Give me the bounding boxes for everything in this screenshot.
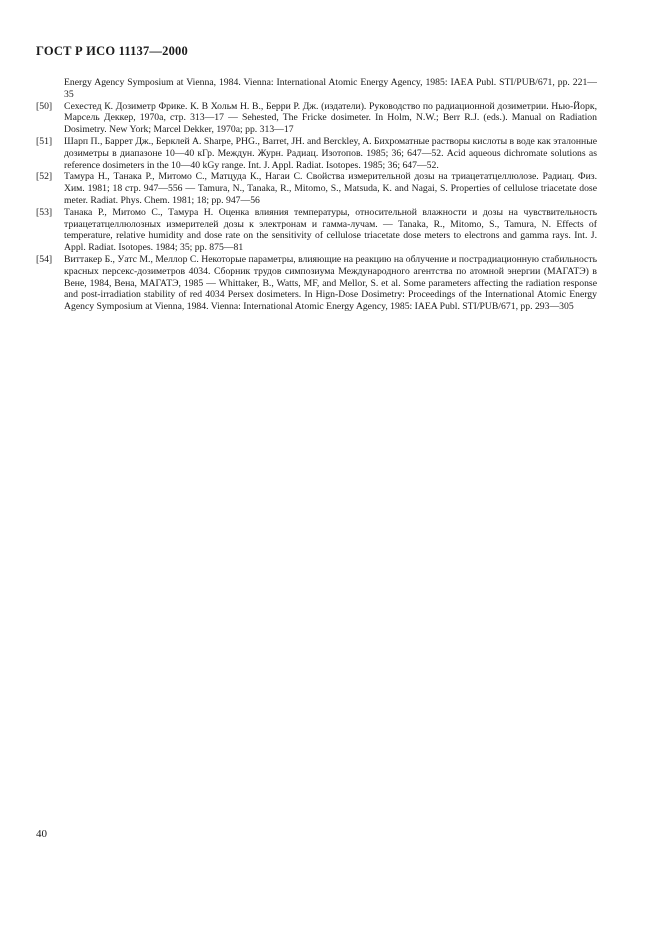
reference-number: [51] — [36, 135, 53, 147]
reference-text: Танака Р., Митомо С., Тамура Н. Оценка влияния температуры, относительной влажности и дозы на чувствительность триацетатцеллюлозных измерителей дозы к электронам и гамма-лучам. — Tanaka, R., Mitomo, S., Tamura, N. Effects of temperature, relative humidity and dose rate on the sensitivity of cellulose triacetate dose meters to electrons and gamma rays. Int. J. Appl. Radiat. Isotopes. 1984; 35; pp. 875—81 — [64, 206, 597, 254]
document-title: ГОСТ Р ИСО 11137—2000 — [36, 44, 188, 58]
reference-item-continued — [64, 77, 597, 101]
reference-item-54 — [36, 253, 597, 313]
reference-text: Energy Agency Symposium at Vienna, 1984. Vienna: International Atomic Energy Agency, 1985: IAEA Publ. STI/PUB/671, pp. 221—35 — [64, 77, 597, 100]
reference-item-51 — [36, 135, 597, 171]
reference-item-50 — [36, 100, 597, 136]
reference-text: Тамура Н., Танака Р., Митомо С., Матцуда К., Нагаи С. Свойства измерительной дозы на триацетатцеллюлозе. Радиац. Физ. Хим. 1981; 18 стр. 947—556 — Tamura, N., Tanaka, R., Mitomo, S., Matsuda, K. and Nagai, S. Properties of cellulose triacetate dose meter. Radiat. Phys. Chem. 1981; 18; pp. 947—56 — [64, 171, 597, 206]
page-number: 40 — [36, 828, 47, 840]
reference-list — [36, 77, 597, 313]
reference-text: Виттакер Б., Уатс М., Меллор С. Некоторые параметры, влияющие на реакцию на облучение и пострадиационную стабильность красных персекс-дозиметров 4034. Сборник трудов симпозиума Международного агентства по атомной энергии (МАГАТЭ) в Вене, 1984, Вена, МАГАТЭ, 1985 — Whittaker, B., Watts, MF, and Mellor, S. et al. Some parameters affecting the radiation response and post-irradiation stability of red 4034 Persex dosimeters. In Hign-Dose Dosimetry: Proceedings of the International Atomic Energy Agency Symposium at Vienna, 1984. Vienna: International Atomic Energy Agency, 1985: IAEA Publ. STI/PUB/671, pp. 293—305 — [64, 253, 597, 313]
reference-text: Шарп П., Баррет Дж., Берклей A. Sharpe, PHG., Barret, JH. and Berckley, A. Бихроматные растворы кислоты в воде как эталонные дозиметры в диапазоне 10—40 кГр. Междун. Журн. Радиац. Изотопов. 1985; 36; 647—52. Acid aqueous dichromate solutions as reference dosimeters in the 10—40 kGy range. Int. J. Appl. Radiat. Isotopes. 1985; 36; 647—52. — [64, 135, 597, 171]
reference-number: [50] — [36, 100, 53, 112]
reference-number: [54] — [36, 253, 53, 265]
reference-number: [53] — [36, 206, 53, 218]
reference-item-53 — [36, 206, 597, 254]
reference-text: Сехестед К. Дозиметр Фрике. К. В Хольм Н. В., Берри Р. Дж. (издатели). Руководство по радиационной дозиметрии. Нью-Йорк, Марсель Деккер, 1970а, стр. 313—17 — Sehested, The Fricke dosimeter. In Holm, N.W.; Berr R.J. (eds.). Manual on Radiation Dosimetry. New York; Marcel Dekker, 1970a; pp. 313—17 — [64, 100, 597, 136]
reference-item-52 — [36, 171, 597, 206]
reference-number: [52] — [36, 171, 53, 183]
